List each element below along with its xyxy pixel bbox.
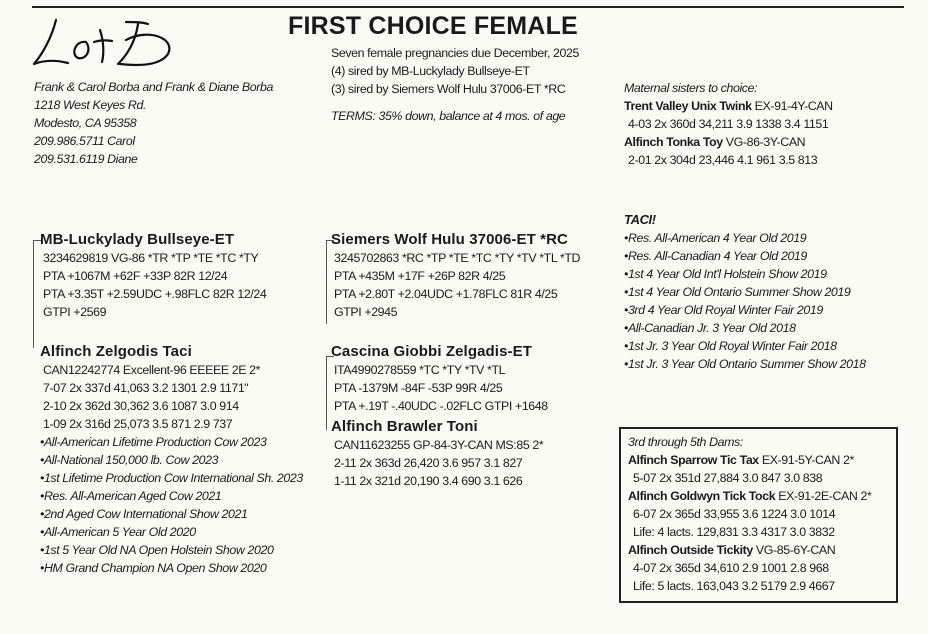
taci-awards [624, 211, 866, 373]
granddam-record: 1-11 2x 321d 20,190 3.4 690 3.1 626 [334, 474, 523, 488]
maternal-sisters-heading: Maternal sisters to choice: [624, 81, 758, 95]
sire-1-block [40, 230, 266, 321]
sire-1-name: MB-Luckylady Bullseye-ET [40, 231, 235, 248]
dam-award: •All-American 5 Year Old 2020 [40, 525, 196, 539]
pedigree-line [326, 356, 327, 430]
dam-5-title [628, 541, 896, 559]
pedigree-line [33, 240, 34, 348]
dam-award: •All-National 150,000 lb. Cow 2023 [40, 453, 219, 467]
dam-award: •All-American Lifetime Production Cow 2023 [40, 435, 267, 449]
consignor-phone-carol: 209.986.5711 Carol [34, 134, 135, 148]
sister-2-class: VG-86-3Y-CAN [722, 135, 806, 149]
dam-id: CAN12242774 Excellent-96 EEEEE 2E 2* [43, 363, 261, 377]
dam-3-title [628, 451, 896, 469]
taci-award: •All-Canadian Jr. 3 Year Old 2018 [624, 321, 796, 335]
page-title: FIRST CHOICE FEMALE [288, 12, 578, 40]
sister-2-title [624, 133, 833, 151]
dam-3-record: 5-07 2x 351d 27,884 3.0 847 3.0 838 [633, 471, 823, 485]
dam-5-record: 4-07 2x 365d 34,610 2.9 1001 2.8 968 [633, 561, 829, 575]
consignor-block [34, 78, 273, 168]
sister-2-record: 2-01 2x 304d 23,446 4.1 961 3.5 813 [628, 153, 818, 167]
sire-1-pta-production: PTA +1067M +62F +33P 82R 12/24 [43, 269, 228, 283]
sire-2-gtpi: GTPI +2945 [334, 305, 398, 319]
dams-box-heading: 3rd through 5th Dams: [628, 435, 743, 449]
sire-2-name: Siemers Wolf Hulu 37006-ET *RC [331, 231, 568, 248]
sire-2-pta-production: PTA +435M +17F +26P 82R 4/25 [334, 269, 506, 283]
offer-summary [331, 44, 579, 125]
dam-4-record: 6-07 2x 365d 33,955 3.6 1224 3.0 1014 [633, 507, 836, 521]
taci-award: •1st 4 Year Old Int'l Holstein Show 2019 [624, 267, 827, 281]
dam-sire-name: Cascina Giobbi Zelgadis-ET [331, 343, 532, 360]
dam-3-class: EX-91-5Y-CAN 2* [758, 453, 854, 467]
sire-count-line-2: (3) sired by Siemers Wolf Hulu 37006-ET *RC [331, 82, 566, 96]
dam-sire-pta-type: PTA +.19T -.40UDC -.02FLC GTPI +1648 [334, 399, 548, 413]
consignor-names: Frank & Carol Borba and Frank & Diane Borba [34, 80, 273, 94]
dam-4-class: EX-91-2E-CAN 2* [775, 489, 872, 503]
sire-1-id: 3234629819 VG-86 *TR *TP *TE *TC *TY [43, 251, 259, 265]
dam-name: Alfinch Zelgodis Taci [40, 343, 192, 360]
maternal-sisters [624, 79, 833, 169]
granddam-name: Alfinch Brawler Toni [331, 418, 478, 435]
dam-3-name: Alfinch Sparrow Tic Tax [628, 453, 759, 467]
taci-award: •3rd 4 Year Old Royal Winter Fair 2019 [624, 303, 823, 317]
dams-box [619, 427, 898, 603]
dam-award: •Res. All-American Aged Cow 2021 [40, 489, 222, 503]
dam-block [40, 342, 303, 577]
taci-award: •1st Jr. 3 Year Old Royal Winter Fair 2018 [624, 339, 837, 353]
dam-award: •1st 5 Year Old NA Open Holstein Show 2020 [40, 543, 274, 557]
sister-2-name: Alfinch Tonka Toy [624, 135, 723, 149]
taci-award: •Res. All-American 4 Year Old 2019 [624, 231, 807, 245]
sister-1-record: 4-03 2x 360d 34,211 3.9 1338 3.4 1151 [628, 117, 829, 131]
dam-award: •2nd Aged Cow International Show 2021 [40, 507, 248, 521]
sire-count-line-1: (4) sired by MB-Luckylady Bullseye-ET [331, 64, 530, 78]
sire-2-id: 3245702863 *RC *TP *TE *TC *TY *TV *TL *TD [334, 251, 581, 265]
taci-award: •Res. All-Canadian 4 Year Old 2019 [624, 249, 807, 263]
sire-2-pta-type: PTA +2.80T +2.04UDC +1.78FLC 81R 4/25 [334, 287, 558, 301]
dam-sire-id: ITA4990278559 *TC *TY *TV *TL [334, 363, 506, 377]
sire-1-gtpi: GTPI +2569 [43, 305, 107, 319]
terms-line: TERMS: 35% down, balance at 4 mos. of age [331, 109, 566, 123]
dam-5-class: VG-85-6Y-CAN [752, 543, 836, 557]
dam-sire-pta-production: PTA -1379M -84F -53P 99R 4/25 [334, 381, 503, 395]
taci-award: •1st Jr. 3 Year Old Ontario Summer Show 2018 [624, 357, 866, 371]
dam-4-name: Alfinch Goldwyn Tick Tock [628, 489, 776, 503]
sister-1-name: Trent Valley Unix Twink [624, 99, 752, 113]
dam-awards [40, 433, 303, 577]
svg-text:Lot D: Lot D [30, 10, 33, 11]
consignor-city: Modesto, CA 95358 [34, 116, 137, 130]
consignor-address: 1218 West Keyes Rd. [34, 98, 147, 112]
dam-record: 2-10 2x 362d 30,362 3.6 1087 3.0 914 [43, 399, 239, 413]
dam-sire-block [331, 342, 548, 415]
dam-4-title [628, 487, 896, 505]
dam-5-lifetime: Life: 5 lacts. 163,043 3.2 5179 2.9 4667 [633, 579, 835, 593]
granddam-block [331, 417, 543, 490]
sire-1-pta-type: PTA +3.35T +2.59UDC +.98FLC 82R 12/24 [43, 287, 267, 301]
lot-logo [30, 10, 180, 70]
pregnancies-line: Seven female pregnancies due December, 2025 [331, 46, 579, 60]
top-rule [32, 6, 904, 8]
sister-1-class: EX-91-4Y-CAN [751, 99, 833, 113]
taci-heading: TACI! [624, 212, 656, 227]
consignor-phone-diane: 209.531.6119 Diane [34, 152, 138, 166]
sister-1-title [624, 97, 833, 115]
dam-4-lifetime: Life: 4 lacts. 129,831 3.3 4317 3.0 3832 [633, 525, 835, 539]
dam-5-name: Alfinch Outside Tickity [628, 543, 753, 557]
dam-award: •HM Grand Champion NA Open Show 2020 [40, 561, 267, 575]
dam-record: 1-09 2x 316d 25,073 3.5 871 2.9 737 [43, 417, 233, 431]
sire-2-block [331, 230, 580, 321]
taci-award: •1st 4 Year Old Ontario Summer Show 2019 [624, 285, 851, 299]
granddam-id: CAN11623255 GP-84-3Y-CAN MS:85 2* [334, 438, 544, 452]
dam-record: 7-07 2x 337d 41,063 3.2 1301 2.9 1171" [43, 381, 249, 395]
granddam-record: 2-11 2x 363d 26,420 3.6 957 3.1 827 [334, 456, 523, 470]
dam-award: •1st Lifetime Production Cow International Sh. 2023 [40, 471, 303, 485]
pedigree-line [326, 240, 327, 324]
